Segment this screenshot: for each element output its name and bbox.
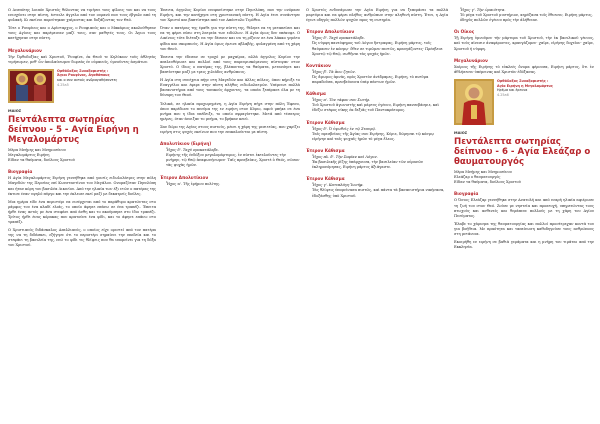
hymn-tone: Ἦχος α'. Τὸν τάφον σου Σωτήρ. [312,98,371,103]
section-heading: Έτερον Κάθισμα [306,147,345,153]
hymn-sections [306,29,448,198]
hymn-tone: Ἦχος γ'. Τὴν ὡραιότητα. [460,8,506,12]
hymn-text: Τὸ μέγα τοῦ Χριστοῦ μυστήριον, κηρύξασα τοῖς ἔθνεσιν, Ειρήνη μάρτυς, ὁδηγὸς πολλῶν ἐγένου πρὸς τὴν ἀλήθειαν. [460,13,593,23]
paragraph: Όταν ο πατέρας της έμαθε για την πίστη της, θέλησε να τη μεταπείσει και να τη φέρει πίσω στη λατρεία των ειδώλων. Η Αγία όμως δεν υπέκυψε. Ο Λικίνιος τότε διέταξε να την δέσουν και να τη ρίξουν σε ένα λάκκο γεμάτο φίδια και σκορπιούς. Η Αγία όμως έμεινε αβλαβής, φυλαγμένη από τη χάρη του Θεού. [160,26,300,51]
section-heading: Απολυτίκιον (Ειρήνη) [160,141,212,147]
column-2 [160,8,300,191]
hymn-block [312,36,448,56]
card-subtitle-2: και ο συν αυτοίς ανδραγαθήσαντες [57,78,118,83]
article-title: Πεντάλεπτα σωτηρίας δείπνου - 5 - Αγία Ειρήνη η Μεγαλομάρτυς [8,114,139,145]
section-heading: Μεγαλυνάριον [8,47,42,53]
paragraph: Έπειτα την έδεσαν σε τροχό με μαχαίρια, αλλά άγγελος Κυρίου την απελευθέρωσε και πολλοί από τους παρευρισκόμενους πίστεψαν στον Χριστό. Ο ίδιος ο πατέρας της, βλέποντας τα θαύματα, μετανόησε και βαπτίστηκε μαζί με τρεις χιλιάδες ανθρώπους. [160,54,300,75]
hymn-text: Τῇ Ειρήνῃ ὑμνοῦμεν τὴν μάρτυρα τοῦ Χριστοῦ, τὴν ἐκ βασιλικοῦ γένους, καὶ τοὺς αἰνεσιν ἀναφέροντες, κραυγάζομεν· χαῖρε, εἰρήνης δοχεῖον· χαῖρε, Χριστοῦ ἡ νύμφη. [454,36,594,51]
card-code: 4.25a5 [57,82,69,87]
meta-line: Είδαν τα θαύματα, δούλους Χριστού [8,158,75,163]
hymn-tone: Ἦχος δ'. Ταχὺ προκατάλαβε. [166,148,219,153]
section-heading: Έτερον Απολυτίκιον [160,174,209,180]
meta-line: Ελεάζαρ ο θαυματουργός [454,175,501,180]
column-1 [8,8,156,252]
synaxarist-card[interactable] [8,69,156,103]
article-title: Πεντάλεπτα σωτηρίας δείπνου - 6 - Αγία Ελεάζαρ ο θαυματουργός [454,137,591,168]
paragraph: Έπειτα, άγγελος Κυρίου ενεφανίστηκε στην Πηνελόπη, που την ονόμασε Ειρήνη, και την κατήχησε στη χριστιανική πίστη. Η Αγία έτσι συνάντησε τον Χριστό και βαπτίστηκε από τον Απόστολο Τιμόθεο. [160,8,300,23]
hymn-block [312,127,448,142]
card-subtitle: Αγία Ειρήνη η Μεγαλομάρτυς [497,83,553,88]
column-4 [454,8,594,253]
hymn-block [312,183,448,198]
section-heading: Έτερον Απολυτίκιον [306,29,355,35]
article-meta [454,170,594,185]
hymn-text: Τὴν Ὀρθοδοξίας καὶ Χριστοῦ, Ῥουφίνε, ἐκ Θεοῦ τε Κηλύκιον τοὺς ἀθλητὰς τιμήσωμεν, μεθ' ὧν ἀπολαύσωμεν δωρεὰς ἐν οὐρανοῖς, ὑμνοῦντες ἀσμάτων. [8,54,156,64]
paragraph: Έλαβε το χάρισμα της θαυματουργίας και πολλοί προσέτρεχαν κοντά του για βοήθεια. Με πραότητα και ταπείνωση καθοδηγούσε τους ανθρώπους στη μετάνοια. [454,221,594,236]
paragraph: Τότε ο Ρουφίνος και ο Αρίσταρχος, ο Ρουφιανός και ο Μακάριος ακολούθησαν τους Αγίους και παρέμειναν μαζί τους, σαν μαθητές τους. Οι Άγιοι τους κατήχησαν στην πίστη. [8,26,156,41]
date-label: ΜΑΙΟΣ [8,108,22,113]
hymn-block [460,8,594,23]
hymn-tone: Ἦχος δ'. Ὁ ὑψωθεὶς ἐν τῷ Σταυρῷ. [312,126,377,131]
paragraph: Εκοιμήθη εν ειρήνη σε βαθιά γεράματα και η μνήμη του τιμάται από την Εκκλησία. [454,240,594,250]
saints-icon [8,69,54,103]
section-heading: Οι Οίκος [454,29,475,35]
paragraph: Η Αγία Μεγαλομάρτυς Ειρήνη γεννήθηκε από γονείς ειδωλολάτρες στην πόλη Μαγεδών της Περσίας επί Κωνσταντίνου του Μεγάλου. Ονομαζόταν Πηνελόπη και ήταν κόρη του βασιλέα Λικινίου. Από την ηλικία των έξι ετών ο πατέρας της έκτισε έναν υψηλό πύργο και την έκλεισε εκεί μαζί με δεκατρείς δούλες. [8,176,156,196]
paragraph: Μια ημέρα είδε ένα περιστέρι να εισέρχεται από το παράθυρο κρατώντας στο ράμφος του ένα κλαδί ελιάς, το οποίο άφησε επάνω σε ένα τραπέζι. Έπειτα ήρθε ένας αετός με ένα στεφάνι από άνθη και το ακούμπησε στο ίδιο τραπέζι. Τρίτος ήρθε ένας κόρακας που κρατούσε ένα φίδι, και το άφησε επάνω στο τραπέζι. [8,199,156,225]
synaxarist-card[interactable] [454,79,594,125]
meta-line: Μέρα Μνήμης και Μνημοσύνου [8,147,66,152]
article-meta [8,148,156,163]
saint-icon [454,79,494,125]
card-subtitle: Άγιοι Ρουφίνος, Αγαθόπους [57,73,110,78]
hymn-text: Ἐκ βασιλικῆς ῥίζης ὑπάρχουσα, τὴν βασιλείαν τῶν οὐρανῶν ἐκληρονόμησας, Ειρήνη μάρτυς ἀξιάγαστε. [312,160,424,170]
hymn-tone: Ἦχος δ'. Ταχὺ προκατάλαβε. [312,36,365,41]
card-meta [497,79,553,97]
section-heading: Μεγαλυνάριον [454,57,488,63]
hymn-block [312,70,448,85]
paragraph: Ο Δεσπότης λοιπόν Χριστός θέλοντας να τιμήσει τους φίλους του και να τους ενισχύσει στην πίστη, έστειλε άγγελο από τον ουρανό που τους έβγαλε από τη φυλακή. Κι εκείνοι πορεύτηκαν χαίροντας και δοξάζοντας τον Θεό. [8,8,156,23]
hymn-text: Ὡς νύμφη πανεύφημος τοῦ Λόγου ἤστραψας, Ειρήνη μάρτυς, τοῖς θαύμασιν ἐν κόσμῳ· ὅθεν σε τιμῶμεν πιστῶς, κραυγάζοντες· Πρέσβευε Χριστῷ τῷ Θεῷ, σωθῆναι τὰς ψυχὰς ἡμῶν. [312,41,443,56]
card-title: Ορθόδοξος Συναξαριστής : [497,78,549,83]
paragraph: Ο Χριστιανός διδάσκαλος Απελλιανός, ο οποίος είχε οριστεί από τον πατέρα της να τη διδάσκει, εξήγησε ότι το περιστέρι σημαίνει την παιδεία και το στεφάνι τη βασιλεία της, ενώ το φίδι τις θλίψεις που θα υπομείνει για τη δόξα του Χριστού. [8,228,156,248]
section-heading: Βιογραφία [8,169,33,175]
paragraph: Τελικά, σε ηλικία προχωρημένη, η Αγία Ειρήνη πήγε στην πόλη Έφεσο, όπου παρέδωσε το πνεύμα της εν ειρήνη στον Κύριο, αφού μπήκε σε ένα μνήμα που η ίδια υπέδειξε, το οποίο σφραγίστηκε. Μετά από τέσσερις ημέρες, όταν άνοιξαν το μνήμα, το βρήκαν κενό. [160,101,300,121]
paragraph: Η Αγία στη συνέχεια πήγε στη Μαγεδών και άλλες πόλεις, όπου κήρυξε το Ευαγγέλιο και έφερε στην πίστη πλήθος ειδωλολατρών. Υπέμεινε πολλά βασανιστήρια από τους τοπικούς άρχοντες, τα οποία ξεπέρασε όλα με τη δύναμη του Θεού. [160,78,300,98]
hymn-text: Χαίροις τῆς Ειρήνης τὸ εὐκλεὲς ὄνομα φέρουσα, Ειρήνη μάρτυς, ὅτι ἐν ἀθλήσεσιν ὑπέμεινας καὶ Χριστὸν ἐδόξασας. [454,64,594,74]
meta-line: Μέρα Μνήμης και Μνημοσύνου [454,170,512,175]
hymn-tone: Ἦχος γ'. Κατεπλάγη Ἰωσήφ. [312,183,364,188]
card-meta [57,69,117,87]
section-heading: Έτερον Κάθισμα [306,176,345,182]
hymn-text: Ὡς ἄμωμος ἀμνάς, πρὸς Χριστὸν ἀνέδραμες, Ειρήνη, τὸ πνεῦμα παραδοῦσα, πρεσβεύουσα ὑπὲρ πάντων ἡμῶν. [312,74,429,85]
paragraph: Σαν δώρο της Αγίας στους πιστούς, μένει η χάρη της μεσιτείας, που χαρίζει ειρήνη στις ψυχές εκείνων που την επικαλούνται με πίστη. [160,124,300,134]
hymn-tone: Ἦχος β'. Τὰ ἄνω ζητῶν. [312,69,356,74]
paragraph: Ο Όσιος Ελεάζαρ γεννήθηκε στην Ανατολή και από νεαρή ηλικία αφιέρωσε τη ζωή του στον Θεό. Ζούσε με νηστεία και προσευχή, υπηρετώντας τους πτωχούς και ασθενείς και θεράπευε πολλούς με τη χάρη του Αγίου Πνεύματος. [454,198,594,218]
section-heading: Βιογραφία [454,191,479,197]
section-heading: Έτερον Κάθισμα [306,119,345,125]
section-heading: Κάθισμα [306,91,326,97]
hymn-text: Ταῖς πρεσβείαις τῆς Ἁγίας σου Ειρήνης, Κύριε, δώρησαι τῷ κόσμῳ εἰρήνην καὶ ταῖς ψυχαῖς ἡμῶν τὸ μέγα ἔλεος. [312,131,434,141]
hymn-tone: Ἦχος πλ. δ'. Τὴν Σοφίαν καὶ Λόγον. [312,154,378,159]
card-subtitle-2: Ηρέμα και έρευνα [497,88,528,93]
hymn-tone: Ἦχος α'. Τῆς ἐρήμου πολίτης. [166,181,221,186]
column-3 [306,8,448,203]
paragraph: Ο Χριστός ενδυνάμωσε την Αγία Ειρήνη για να ξεπεράσει τα πολλά μαρτύρια και να φέρει πλήθος ανθρώπων στην αληθινή πίστη. Έτσι, η Αγία έγινε οδηγός πολλών ψυχών προς τη σωτηρία. [306,8,448,23]
date-label: ΜΑΙΟΣ [454,130,468,135]
hymn-text: Τοῦ Χριστοῦ ἀγωνιστὴς καὶ μάρτυς ἐγένου, Ειρήνη πανσεβάσμιε, καὶ ἐδέξω στέφος νίκης ἐκ δεξιᾶς τοῦ Παντοκράτορος. [312,103,439,113]
meta-line: Μεγαλομάρτυς Ειρήνη [8,153,50,158]
card-code: 4.25a6 [497,92,509,97]
section-heading: Κοντάκιον [306,62,331,68]
card-title: Ορθόδοξος Συναξαριστής : [57,68,109,73]
meta-line: Είδαν τα θαύματα, δούλους Χριστού [454,180,521,185]
hymn-block [312,155,448,170]
hymn-block [312,98,448,113]
hymn-text: Ειρήνης τῆς ἐνδόξου μεγαλομάρτυρος, ἐν πίστει ἐκτελοῦντες τὴν μνήμην, τῷ Θεῷ ἀναφωνήσωμεν· Ταῖς πρεσβείαις, Χριστέ ὁ Θεός, σῶσον τὰς ψυχὰς ἡμῶν. [166,153,300,168]
hymn-text: Τὰς θλίψεις ὑπομείνασα πιστῶς, καὶ πάντα τὰ βασανιστήρια νικήσασα, ἐδοξάσθης ὑπὸ Χριστοῦ. [312,188,445,198]
hymn-block [166,148,300,168]
